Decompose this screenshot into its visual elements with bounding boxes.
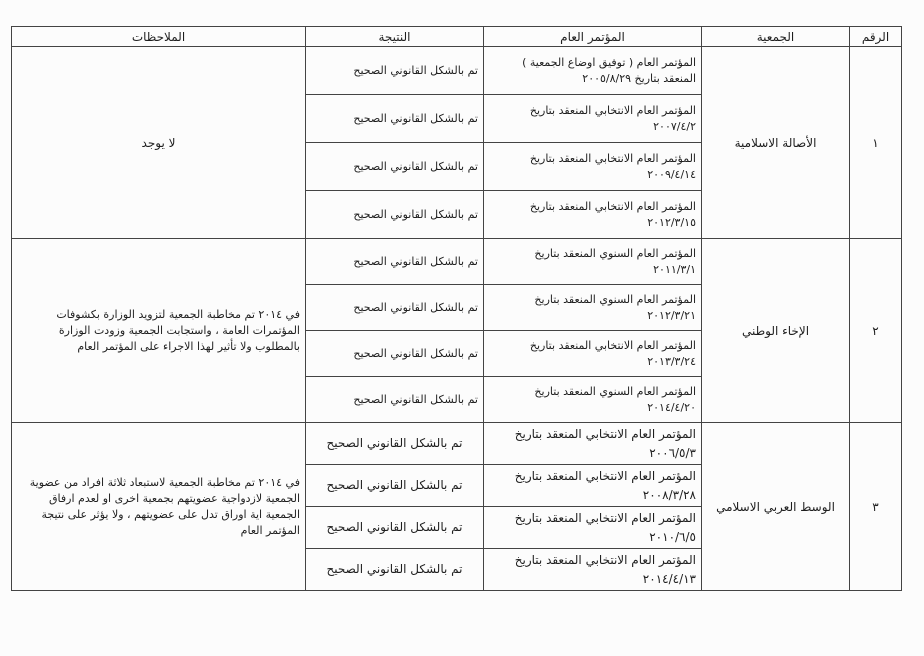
result-cell: تم بالشكل القانوني الصحيح	[306, 285, 484, 331]
result-cell: تم بالشكل القانوني الصحيح	[306, 465, 484, 507]
result-cell: تم بالشكل القانوني الصحيح	[306, 191, 484, 239]
conference-cell: المؤتمر العام الانتخابي المنعقد بتاريخ ٢٠٠٩/٤/١٤	[484, 143, 702, 191]
conference-cell: المؤتمر العام السنوي المنعقد بتاريخ ٢٠١١/٣/١	[484, 239, 702, 285]
conference-cell: المؤتمر العام ( توفيق اوضاع الجمعية ) المنعقد بتاريخ ٢٠٠٥/٨/٢٩	[484, 47, 702, 95]
conference-cell: المؤتمر العام الانتخابي المنعقد بتاريخ ٢٠١٠/٦/٥	[484, 507, 702, 549]
notes-cell: في ٢٠١٤ تم مخاطبة الجمعية لتزويد الوزارة بكشوفات المؤتمرات العامة ، واستجابت الجمعية وزودت الوزارة بالمطلوب ولا تأثير لهذا الاجراء على المؤتمر العام	[12, 239, 306, 423]
row-number: ١	[850, 47, 902, 239]
conference-cell: المؤتمر العام السنوي المنعقد بتاريخ ٢٠١٢/٣/٢١	[484, 285, 702, 331]
result-cell: تم بالشكل القانوني الصحيح	[306, 95, 484, 143]
header-notes: الملاحظات	[12, 27, 306, 47]
result-cell: تم بالشكل القانوني الصحيح	[306, 239, 484, 285]
conference-cell: المؤتمر العام الانتخابي المنعقد بتاريخ ٢٠١٣/٣/٢٤	[484, 331, 702, 377]
row-number: ٣	[850, 423, 902, 591]
table-row	[12, 47, 902, 95]
row-number: ٢	[850, 239, 902, 423]
conference-cell: المؤتمر العام الانتخابي المنعقد بتاريخ ٢٠٠٦/٥/٣	[484, 423, 702, 465]
table-header-row	[12, 27, 902, 47]
conference-cell: المؤتمر العام الانتخابي المنعقد بتاريخ ٢٠٠٧/٤/٢	[484, 95, 702, 143]
result-cell: تم بالشكل القانوني الصحيح	[306, 377, 484, 423]
table-row	[12, 239, 902, 285]
result-cell: تم بالشكل القانوني الصحيح	[306, 549, 484, 591]
result-cell: تم بالشكل القانوني الصحيح	[306, 143, 484, 191]
header-conference: المؤتمر العام	[484, 27, 702, 47]
notes-cell: في ٢٠١٤ تم مخاطبة الجمعية لاستبعاد ثلاثة افراد من عضوية الجمعية لازدواجية عضويتهم بجمعية اخرى او لعدم ارفاق الجمعية اية اوراق تدل على عضويتهم ، ولا يؤثر على نتيجة المؤتمر العام	[12, 423, 306, 591]
conference-cell: المؤتمر العام الانتخابي المنعقد بتاريخ ٢٠٠٨/٣/٢٨	[484, 465, 702, 507]
result-cell: تم بالشكل القانوني الصحيح	[306, 47, 484, 95]
table-row	[12, 423, 902, 465]
result-cell: تم بالشكل القانوني الصحيح	[306, 507, 484, 549]
header-association: الجمعية	[702, 27, 850, 47]
result-cell: تم بالشكل القانوني الصحيح	[306, 423, 484, 465]
result-cell: تم بالشكل القانوني الصحيح	[306, 331, 484, 377]
association-name: الأصالة الاسلامية	[702, 47, 850, 239]
header-result: النتيجة	[306, 27, 484, 47]
conference-cell: المؤتمر العام الانتخابي المنعقد بتاريخ ٢٠١٢/٣/١٥	[484, 191, 702, 239]
associations-table	[11, 26, 902, 591]
association-name: الوسط العربي الاسلامي	[702, 423, 850, 591]
notes-cell: لا يوجد	[12, 47, 306, 239]
association-name: الإخاء الوطني	[702, 239, 850, 423]
conference-cell: المؤتمر العام الانتخابي المنعقد بتاريخ ٢٠١٤/٤/١٣	[484, 549, 702, 591]
header-number: الرقم	[850, 27, 902, 47]
conference-cell: المؤتمر العام السنوي المنعقد بتاريخ ٢٠١٤/٤/٢٠	[484, 377, 702, 423]
